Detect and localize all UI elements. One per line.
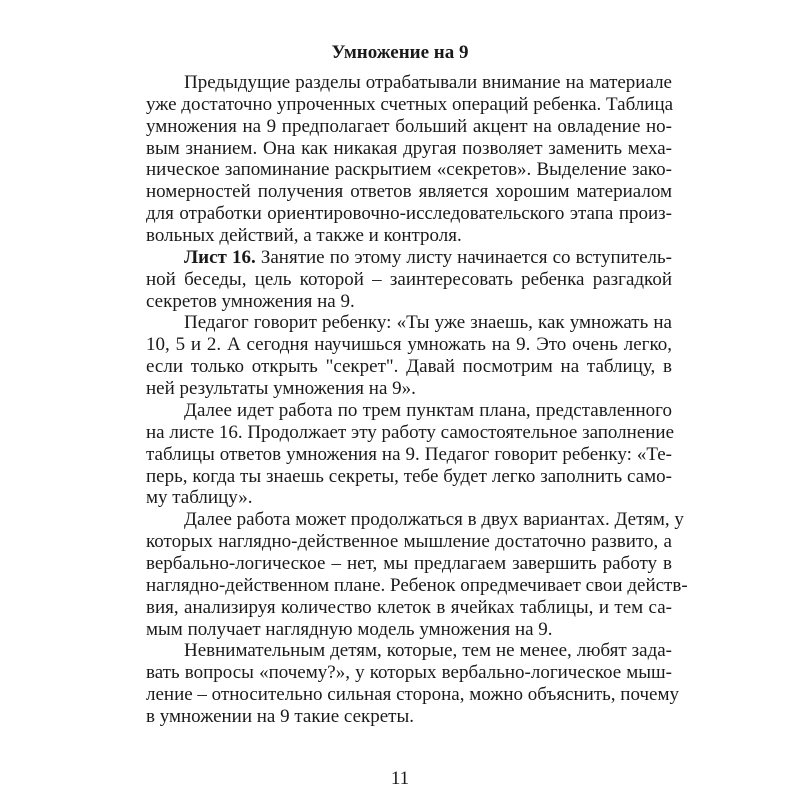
paragraph-4-line-5: му таблицу». [146, 487, 253, 508]
paragraph-3-line-1: Педагог говорит ребенку: «Ты уже знаешь, как умножать на [184, 312, 672, 333]
paragraph-3-line-3: если только открыть "секрет". Давай посмотрим на таблицу, в [146, 356, 672, 377]
paragraph-6-line-1: Невнимательным детям, которые, тем не менее, любят зада- [184, 640, 672, 661]
paragraph-1-line-6: номерностей получения ответов является хорошим материалом [146, 181, 672, 202]
sheet-16-label: Лист 16. [184, 247, 256, 268]
paragraph-6-line-3: ление – относительно сильная сторона, можно объяснить, почему [146, 684, 679, 705]
paragraph-1-line-5: ническое запоминание раскрытием «секретов». Выделение зако- [146, 159, 672, 180]
paragraph-1-line-2: уже достаточно упроченных счетных операций ребенка. Таблица [146, 94, 674, 115]
paragraph-1-line-7: для отработки ориентировочно-исследовательского этапа произ- [146, 203, 672, 224]
paragraph-2-line-1 [184, 246, 672, 270]
section-title: Умножение на 9 [331, 42, 469, 63]
paragraph-1-line-4: вым знанием. Она как никакая другая позволяет заменить меха- [146, 138, 672, 159]
paragraph-4-line-2: на листе 16. Продолжает эту работу самостоятельное заполнение [146, 422, 675, 443]
paragraph-4-line-3: таблицы ответов умножения на 9. Педагог говорит ребенку: «Те- [146, 444, 672, 465]
paragraph-4-line-4: перь, когда ты знаешь секреты, тебе будет легко заполнить само- [146, 466, 672, 487]
paragraph-3-line-4: ней результаты умножения на 9». [146, 378, 416, 399]
page-number: 11 [390, 768, 410, 789]
paragraph-5-line-4: наглядно-действенном плане. Ребенок опредмечивает свои действ- [146, 575, 688, 596]
paragraph-5-line-6: мым получает наглядную модель умножения на 9. [146, 619, 553, 640]
paragraph-5-line-3: вербально-логическое – нет, мы предлагаем завершить работу в [146, 553, 672, 574]
paragraph-4-line-1: Далее идет работа по трем пунктам плана, представленного [184, 400, 672, 421]
paragraph-2-line-2: ной беседы, цель которой – заинтересовать ребенка разгадкой [146, 269, 672, 290]
paragraph-1-line-3: умножения на 9 предполагает больший акцент на овладение но- [146, 116, 672, 137]
paragraph-3-line-2: 10, 5 и 2. А сегодня научишься умножать на 9. Это очень легко, [146, 334, 672, 355]
paragraph-6-line-4: в умножении на 9 такие секреты. [146, 706, 414, 727]
paragraph-5-line-5: вия, анализируя количество клеток в ячейках таблицы, и тем са- [146, 597, 672, 618]
paragraph-1-line-1: Предыдущие разделы отрабатывали внимание на материале [184, 72, 672, 93]
paragraph-5-line-2: которых наглядно-действенное мышление достаточно развито, а [146, 531, 672, 552]
paragraph-2-line-3: секретов умножения на 9. [146, 291, 355, 312]
paragraph-6-line-2: вать вопросы «почему?», у которых вербально-логическое мыш- [146, 662, 672, 683]
paragraph-5-line-1: Далее работа может продолжаться в двух вариантах. Детям, у [184, 509, 684, 530]
paragraph-1-line-8: вольных действий, а также и контроля. [146, 225, 462, 246]
paragraph-2-line-1-text: Занятие по этому листу начинается со вступитель- [255, 247, 672, 268]
